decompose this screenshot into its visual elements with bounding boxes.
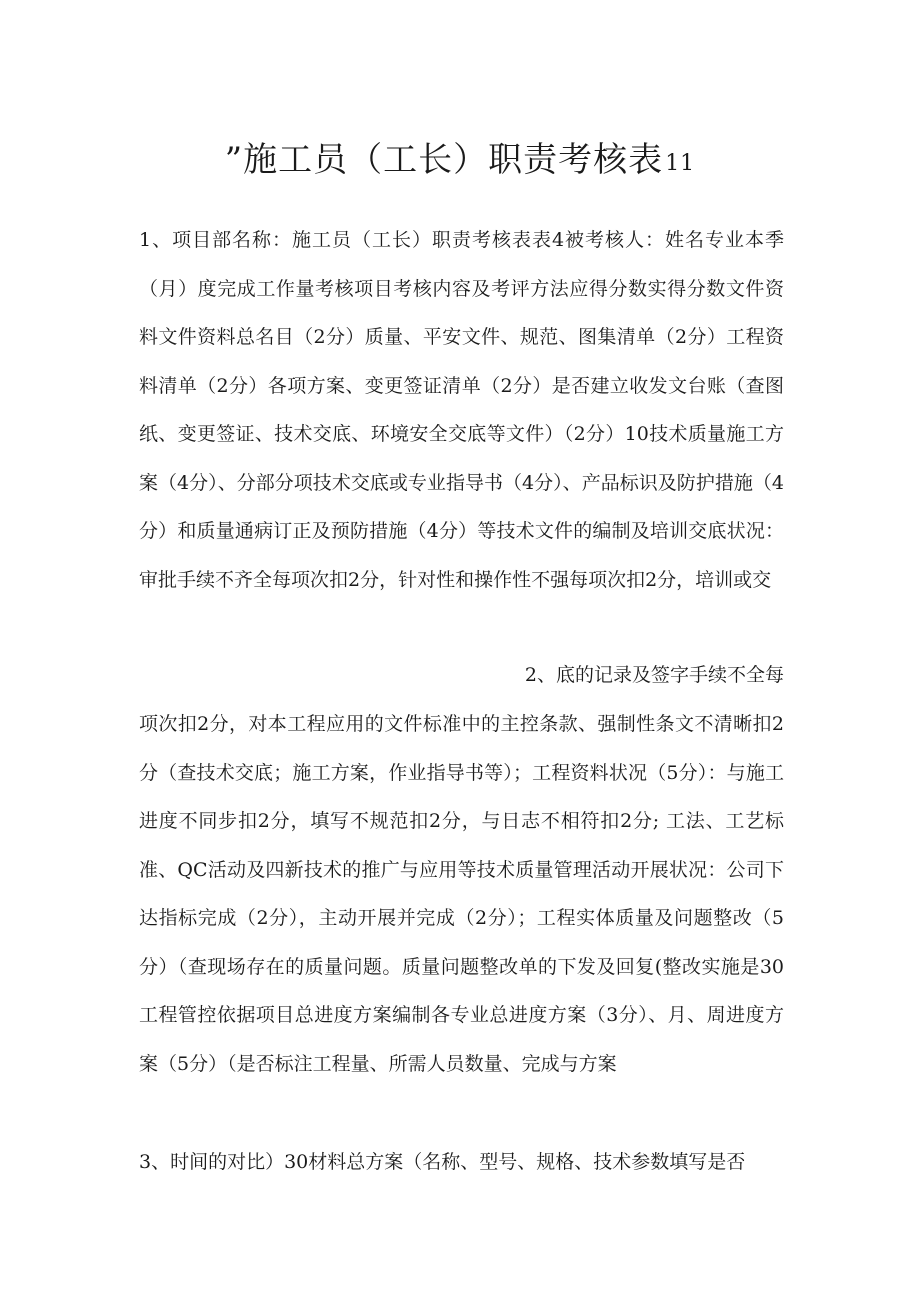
paragraph-2-lead: 2、底的记录及签字手续不全每 <box>524 664 784 686</box>
paragraph-1: 1、项目部名称：施工员（工长）职责考核表表4被考核人：姓名专业本季（月）度完成工作量考核项目考核内容及考评方法应得分数实得分数文件资料文件资料总名目（2分）质量、平安文件、规范、图集清单（2分）工程资料清单（2分）各项方案、变更签证清单（2分）是否建立收发文台账（查图纸、变更签证、技术交底、环境安全交底等文件）（2分）10技术质量施工方案（4分）、分部分项技术交底或专业指导书（4分）、产品标识及防护措施（4分）和质量通病订正及预防措施（4分）等技术文件的编制及培训交底状况：审批手续不齐全每项次扣2分，针对性和操作性不强每项次扣2分，培训或交 <box>139 229 784 591</box>
document-title <box>0 130 920 190</box>
paragraph-3: 3、时间的对比）30材料总方案（名称、型号、规格、技术参数填写是否 <box>139 1151 746 1173</box>
title-suffix: 11 <box>665 151 696 176</box>
title-text: ”施工员（工长）职责考核表 <box>224 140 664 180</box>
paragraph-2: 项次扣2分，对本工程应用的文件标准中的主控条款、强制性条文不清晰扣2分（查技术交底；施工方案，作业指导书等）；工程资料状况（5分）：与施工进度不同步扣2分，填写不规范扣2分，与日志不相符扣2分; 工法、工艺标准、QC活动及四新技术的推广与应用等技术质量管理活动开展状况：公司下达指标完成（2分），主动开展并完成（2分）；工程实体质量及问题整改（5分）（查现场存在的质量问题。质量问题整改单的下发及回复(整改实施是30工程管控依据项目总进度方案编制各专业总进度方案（3分）、月、周进度方案（5分）（是否标注工程量、所需人员数量、完成与方案 <box>139 713 784 1075</box>
